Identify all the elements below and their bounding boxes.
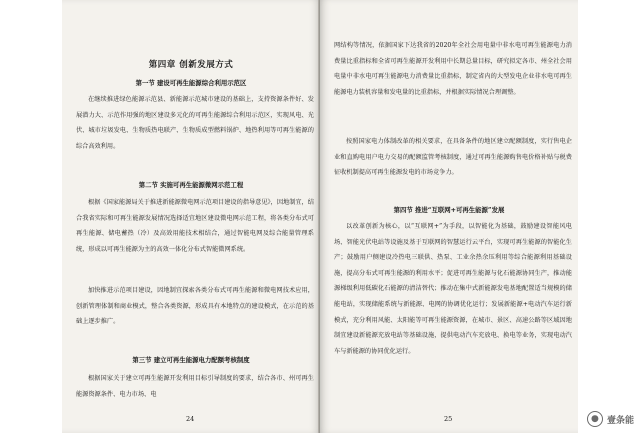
- page-number: 24: [186, 415, 195, 423]
- paragraph: 网结构等情况，依据国家下达我省的2020年全社会用电量中非水电可再生能源电力消费量比重指标和全省可再生能源开发利用中长期总量目标，研究拟定各市、州全社会用电量中非水电可再生能源电力消费量比重指标，制定省内的大型发电企业非水电可再生能源电力装机容量和发电量的比重指标，并根据实际情况合理调整。: [334, 42, 572, 96]
- paragraph: 按照国家电力体制改革的相关要求，在具备条件的地区建立配额制度，实行售电企业和直购电用户电力交易的配额监管考核制度，通过可再生能源购售电价格补贴与税费征收机制提高可再生能源发电的市场竞争力。: [334, 138, 572, 177]
- chapter-title: 第四章 创新发展方式: [148, 60, 234, 70]
- section-title: 第四节 推进“互联网+可再生能源”发展: [393, 206, 505, 214]
- paragraph: 以改革创新为核心，以“互联网+”为手段，以智能化为基础，鼓励建设智能风电场、智能光伏电站等设施及基于互联网的智慧运行云平台，实现可再生能源的智能化生产；鼓励用户侧建设冷热电三联供、热泵、工业余热余压利用等综合能源利用基础设施，提高分布式可再生能源的利用水平；促进可再生能源与化石能源协同生产，推动能源梯级利用低碳化石能源的清洁替代；推动在集中式新能源发电基地配置适当规模的储能电站，实现储能系统与新能源、电网的协调优化运行；发展新能源+电动汽车运行新模式，充分利用风能、太阳能等可再生能源资源，在城市、景区、高速公路等区域因地制宜建设新能源充放电站等基础设施，提供电动汽车充放电、换电等业务，实现电动汽车与新能源的协同优化运行。: [334, 223, 572, 355]
- watermark: [587, 411, 634, 427]
- left-page: [62, 0, 320, 433]
- paragraph: 根据《国家能源局关于推进新能源微电网示范项目建设的指导意见》，因地制宜，结合我省实际和可再生能源发展情况选择适宜地区建设微电网示范工程，将各类分布式可再生能源、储电蓄热（冷）及高效用能技术相结合，通过智能电网及综合能量管理系统，形成以可再生能源为主的高效一体化分布式智能微网系统。: [76, 199, 314, 253]
- paragraph: 加快推进示范项目建设，因地制宜探索各类分布式可再生能源和微电网技术应用，创新管理体制和商业模式，整合各类资源，形成具有本地特点的建设模式，在示范的基础上逐步推广。: [76, 287, 314, 326]
- page-number: 25: [444, 415, 453, 423]
- section-title: 第一节 建设可再生能源综合利用示范区: [135, 79, 247, 87]
- watermark-label: 壹条能: [606, 415, 634, 426]
- paragraph: 在继续推进绿色能源示范县、新能源示范城市建设的基础上，支持资源条件好、发展潜力大、示范作用强的地区建设多元化的可再生能源综合利用示范区，实现风电、光伏、城市垃圾发电、生物质热电联产、生物质成型燃料锅炉、地热利用等可再生能源的综合高效利用。: [76, 96, 314, 150]
- paragraph: 根据国家关于建立可再生能源开发利用目标引导制度的要求，结合各市、州可再生能源资源条件、电力市场、电: [76, 375, 314, 398]
- chat-bubble-icon: ●: [587, 411, 603, 427]
- right-page: [320, 0, 578, 433]
- section-title: 第三节 建立可再生能源电力配额考核制度: [132, 356, 250, 364]
- section-title: 第二节 实施可再生能源微网示范工程: [138, 181, 244, 189]
